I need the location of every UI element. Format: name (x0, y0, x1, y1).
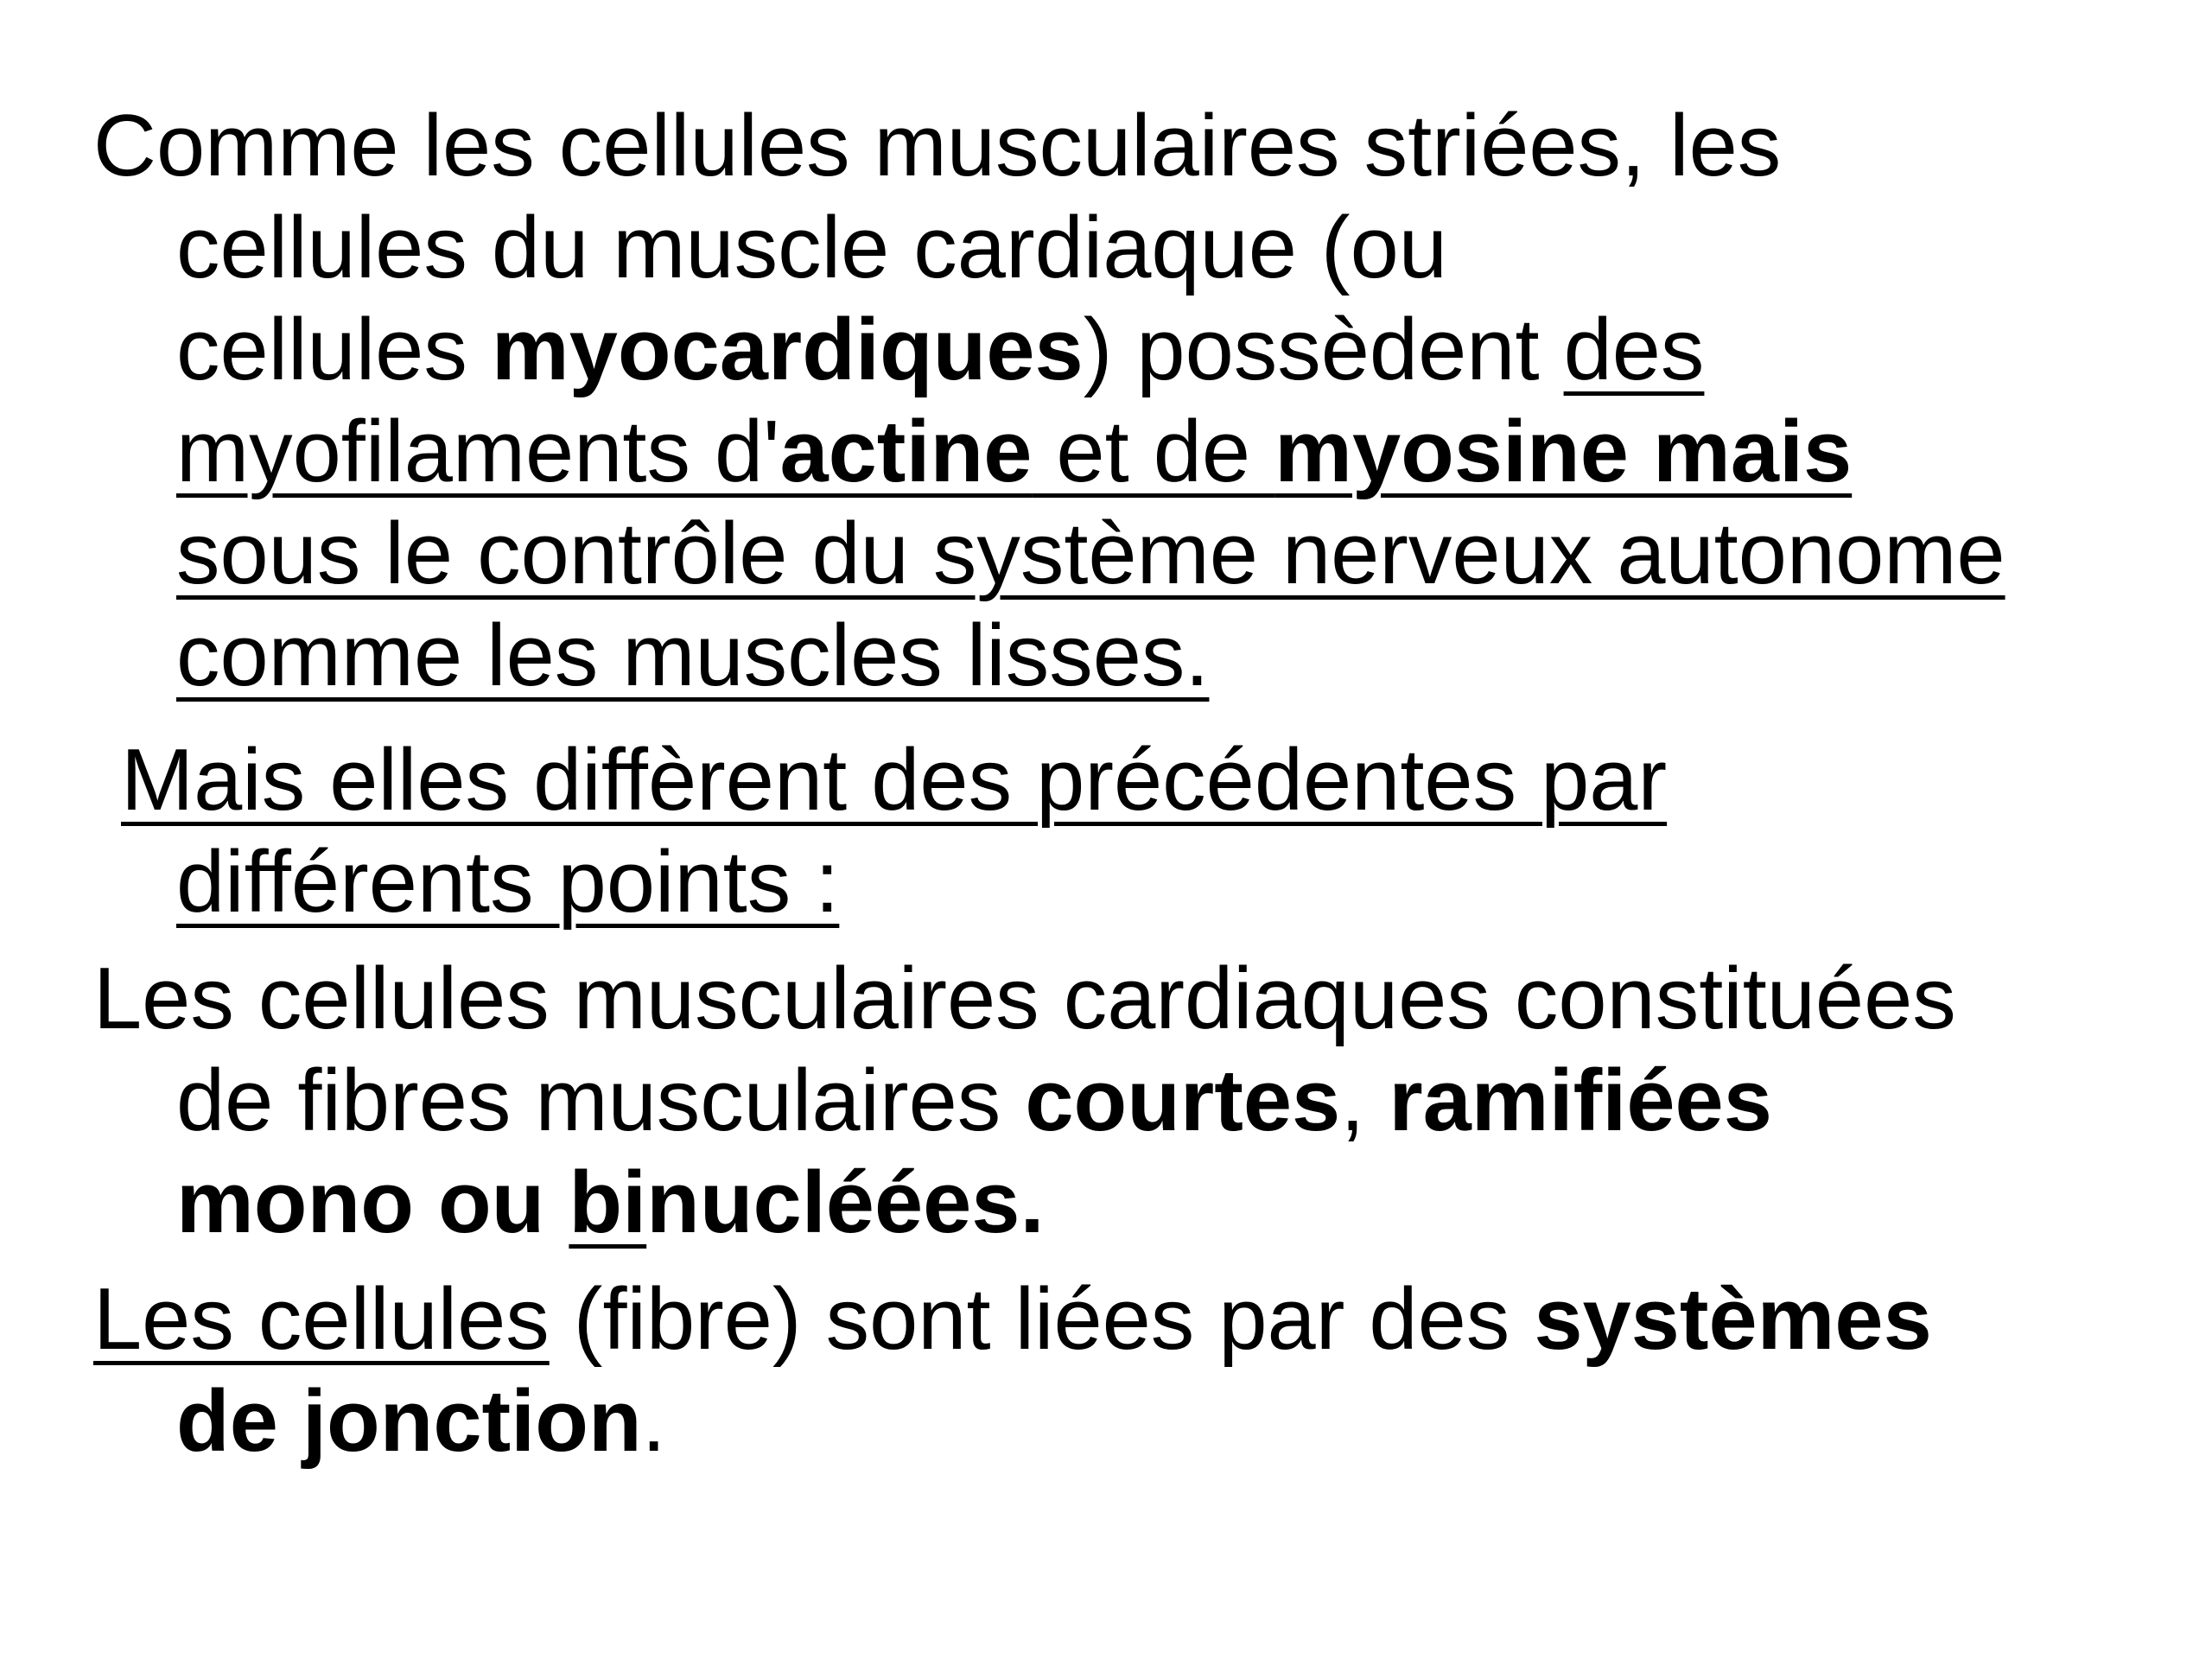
text-run: nucléées. (646, 1154, 1045, 1251)
text-run: ) possèdent (1083, 302, 1564, 398)
text-run: de fibres musculaires (176, 1052, 1026, 1149)
bold-term-de-jonction: de jonction (176, 1373, 642, 1470)
bold-term-myosine-mais: myosine mais (1274, 404, 1853, 500)
text-run: myofilaments d' (176, 404, 780, 500)
text-run: cellules du muscle cardiaque (ou (176, 200, 1447, 296)
text-line (93, 729, 1667, 831)
paragraph-differences (93, 729, 1667, 933)
underlined-text: des (1563, 302, 1705, 398)
text-line (93, 401, 2005, 503)
text-run: mono ou (176, 1154, 569, 1251)
paragraph-fiber-structure (93, 948, 1956, 1254)
underlined-text: Les cellules (93, 1271, 550, 1368)
text-line (93, 299, 2005, 401)
text-run: . (641, 1373, 666, 1470)
text-run: Les cellules musculaires cardiaques constituées (93, 950, 1956, 1047)
text-line (93, 95, 2005, 197)
text-line (93, 1268, 1932, 1370)
paragraph-junctions (93, 1268, 1932, 1472)
bold-term-systemes: systèmes (1534, 1271, 1932, 1368)
text-run: cellules (176, 302, 492, 398)
text-run: (fibre) sont liées par des (549, 1271, 1535, 1368)
text-line (93, 605, 2005, 707)
underlined-text (176, 404, 1852, 500)
text-run: et de (1032, 404, 1275, 500)
underlined-text: bi (569, 1154, 647, 1251)
bold-term-courtes: courtes (1025, 1052, 1341, 1149)
text-run: , (1340, 1052, 1389, 1149)
underlined-text: sous le contrôle du système nerveux autonome (176, 505, 2005, 602)
text-line (93, 197, 2005, 299)
text-line (93, 831, 1667, 933)
text-line (93, 1050, 1956, 1152)
bold-term-ramifiees: ramifiées (1389, 1052, 1772, 1149)
text-line (93, 1370, 1932, 1472)
text-line (93, 948, 1956, 1050)
underlined-text: différents points : (176, 834, 840, 931)
underlined-text: Mais elles diffèrent des précédentes par (121, 732, 1668, 829)
underlined-text: comme les muscles lisses. (176, 607, 1210, 704)
bold-term-myocardiques: myocardiques (491, 302, 1084, 398)
text-line (93, 503, 2005, 605)
paragraph-myocardial-cells (93, 95, 2005, 707)
bold-text-run (176, 1154, 1045, 1251)
text-line (93, 1152, 1956, 1254)
bold-term-actine: actine (779, 404, 1033, 500)
text-run: Comme les cellules musculaires striées, les (93, 98, 1782, 194)
